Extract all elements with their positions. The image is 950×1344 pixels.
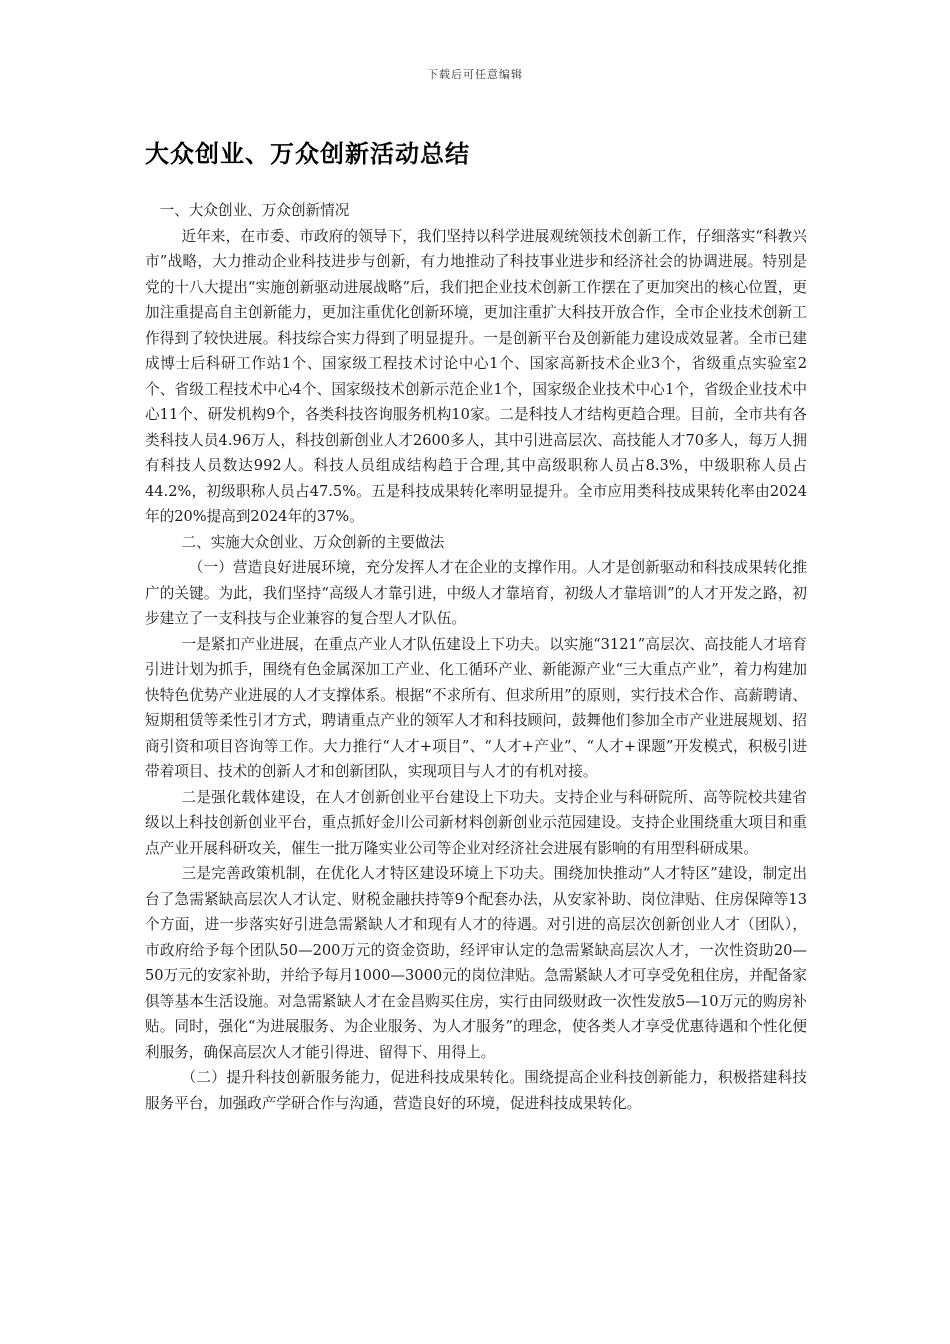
section-heading-measures: 二、实施大众创业、万众创新的主要做法 xyxy=(181,533,445,551)
section-heading-situation: 一、大众创业、万众创新情况 xyxy=(159,202,350,219)
document-title: 大众创业、万众创新活动总结 xyxy=(145,140,470,168)
paragraph-overview: 近年来，在市委、市政府的领导下，我们坚持以科学进展观统领技术创新工作，仔细落实“科教兴市”战略，大力推动企业科技进步与创新，有力地推动了科技事业进步和经济社会的协调进展。特别是党的十八大提出“实施创新驱动进展战略”后，我们把企业技术创新工作摆在了更加突出的核心位置，更加注重提高自主创新能力，更加注重优化创新环境，更加注重扩大科技开放合作，全市企业技术创新工作得到了较快进展。科技综合实力得到了明显提升。一是创新平台及创新能力建设成效显著。全市已建成博士后科研工作站1个、国家级工程技术讨论中心1个、国家高新技术企业3个，省级重点实验室2个、省级工程技术中心4个、国家级技术创新示范企业1个，国家级企业技术中心1个，省级企业技术中心11个、研发机构9个，各类科技咨询服务机构10家。二是科技人才结构更趋合理。目前，全市共有各类科技人员4.96万人，科技创新创业人才2600多人，其中引进高层次、高技能人才70多人，每万人拥有科技人员数达992人。科技人员组成结构趋于合理,其中高级职称人员占8.3%，中级职称人员占44.2%，初级职称人员占47.5%。五是科技成果转化率明显提升。全市应用类科技成果转化率由2024年的20%提高到2024年的37%。 xyxy=(145,227,807,525)
paragraph-industry-talent: 一是紧扣产业进展，在重点产业人才队伍建设上下功夫。以实施“3121”高层次、高技能人才培育引进计划为抓手，围绕有色金属深加工产业、化工循环产业、新能源产业“三大重点产业”，着力构建加快特色优势产业进展的人才支撑体系。根据“不求所有、但求所用”的原则，实行技术合作、高薪聘请、短期租赁等柔性引才方式，聘请重点产业的领军人才和科技顾问，鼓舞他们参加全市产业进展规划、招商引资和项目咨询等工作。大力推行“人才+项目”、“人才+产业”、“人才+课题”开发模式，积极引进带着项目、技术的创新人才和创新团队，实现项目与人才的有机对接。 xyxy=(145,635,807,780)
page-header: 下载后可任意编辑 xyxy=(427,68,523,81)
document-body xyxy=(145,198,807,1116)
paragraph-platform: 二是强化载体建设，在人才创新创业平台建设上下功夫。支持企业与科研院所、高等院校共建省级以上科技创新创业平台，重点抓好金川公司新材料创新创业示范园建设。支持企业围绕重大项目和重点产业开展科研攻关，催生一批万隆实业公司等企业对经济社会进展有影响的有用型科研成果。 xyxy=(145,788,807,857)
paragraph-environment: （一）营造良好进展环境，充分发挥人才在企业的支撑作用。人才是创新驱动和科技成果转化推广的关键。为此，我们坚持“高级人才靠引进，中级人才靠培育，初级人才靠培训”的人才开发之路，初步建立了一支科技与企业兼容的复合型人才队伍。 xyxy=(145,559,807,627)
paragraph-policy: 三是完善政策机制，在优化人才特区建设环境上下功夫。围绕加快推动“人才特区”建设，制定出台了急需紧缺高层次人才认定、财税金融扶持等9个配套办法，从安家补助、岗位津贴、住房保障等13个方面，进一步落实好引进急需紧缺人才和现有人才的待遇。对引进的高层次创新创业人才（团队），市政府给予每个团队50—200万元的资金资助，经评审认定的急需紧缺高层次人才，一次性资助20—50万元的安家补助，并给予每月1000—3000元的岗位津贴。急需紧缺人才可享受免租住房，并配备家俱等基本生活设施。对急需紧缺人才在金昌购买住房，实行由同级财政一次性发放5—10万元的购房补贴。同时，强化“为进展服务、为企业服务、为人才服务”的理念，使各类人才享受优惠待遇和个性化便利服务，确保高层次人才能引得进、留得下、用得上。 xyxy=(145,865,808,1061)
paragraph-service-capacity: （二）提升科技创新服务能力，促进科技成果转化。围绕提高企业科技创新能力，积极搭建科技服务平台，加强政产学研合作与沟通，营造良好的环境，促进科技成果转化。 xyxy=(145,1069,807,1112)
